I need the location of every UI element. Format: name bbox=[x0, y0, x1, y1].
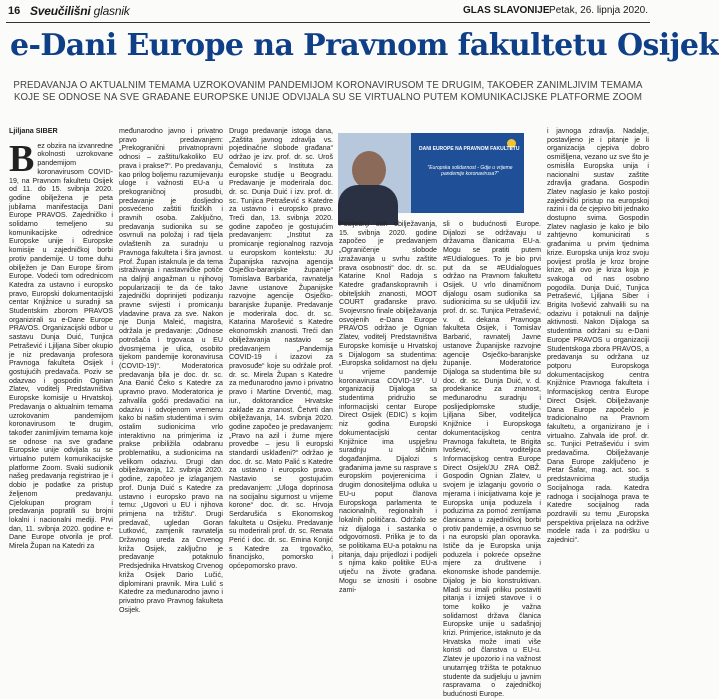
column-5-text: sli o budućnosti Europe. Dijalozi se održavaju u državama članicama EU-a. Mogu se pratiti putem #EUdialogues. To je bio prvi put da se #EUdialogues održao na Pravnom fakultetu Osijek. U vrlo dinamičnom dijalogu osam sudionika sa sudionicima su se uključili izv. prof. dr. sc. Tunjica Petrašević, v. d. dekana Pravnoga fakulteta Osijek, i Tomislav Barbarić, ravnatelj Javne ustanove Županijske razvojne agencije Osječko-baranjske županije. Moderatorice Dijaloga sa studentima bile su doc. dr. sc. Dunja Duić, v. d. prodekanice za znanost, međunarodnu suradnju i poslijediplomske studije, Ljiljana Siber, voditeljica Knjižnice i Europskoga dokumentacijskog centra Pravnoga fakulteta, te Brigita Ivošević, voditeljica Informacijskog centra Europe Direct Osijek/JU ZRA OBŽ. Gospodin Ognian Zlatev, u svojem je izlaganju govorio o mjerama i inicijativama koje je Europska unija poduzela i poduzima za pomoć zemljama članicama u zajedničkoj borbi protiv pandemije, a osvrnuo se i na europski plan oporavka. Ističe da je Europska unija poduzela i pokreće opsežne mjere za društvene i ekonomske ishode pandemije. Dijalog je bio konstruktivan. Mladi su imali priliku postaviti pitanja i iznijeti stavove i o tome koliko je važna solidarnost država članica Europske unije u sadašnjoj krizi. Primjerice, istaknuto je da Hrvatska može imati više koristi od članstva u EU-u. Zlatev je upozorio i na važnost unutarnjeg tržišta te potaknuo studente da sudjeluju u javnim raspravama o zajedničkoj budućnosti Europe. bbox=[443, 220, 541, 698]
column-1-text bbox=[9, 137, 113, 551]
lead-paragraph: PREDAVANJA O AKTUALNIM TEMAMA UZROKOVANIM PANDEMIJOM KORONAVIRUSOM TE DRUGIM, TAKOĐER ZANIMLJIVIM TEMAMA KOJE SE ODNOSE NA SVE GRAĐANE EUROPSKE UNIJE ODVIJALA SU SE VIRTUALNO PUTEM KOMUNIKACIJSKE PLATFORME ZOOM bbox=[13, 80, 643, 103]
column-2-text: međunarodno javno i privatno pravo predavanjem: „Prekogranični privatnopravni odnosi – zaštitu/kakoliko EU prava i prakse?“. Po predavanju, kao prilog boljemu razumijevanju uloge i važnosti EU-a u prekograničnoj prosudbi, predavanje je dosljedno posvećeno zaštiti fizičkih i pravnih osoba. Zaključno, predavanja sudionika su se osvrnuli na položaj i rad tijela ovlaštenih za suradnju u Pravnoga fakulteta i šira javnost. Prof. Župan istaknula je da tema istraživanja i nastavničke potiče na daljnji angažman u njihovoj popularizaciji te da će tako zajednički doprinijeti podizanju pravne svijesti i promicanju vladavine prava za sve. Nakon nje Dunja Maleić, magistra, održala je predavanje: „Odnose potrošača i trgovaca u EU dvosmjerna je ulica, osobito tijekom pandemije koronavirusa (COVID-19)“. Moderatorica predavanja bila je doc. dr. sc. Ana Đanić Čeko s Katedre za upravno pravo. Moderatorica je zahvalila gošći predavačici na odazivu i odvojenom vremenu kako bi našim studentima i svim ostalim sudionicima vrlo interaktivno na primjerima iz prakse pribiližila odabranu problematiku, a sudionicima na velikom odazivu. Drugi dan obilježavanja, 12. svibnja 2020. godine, započeo je izlaganjem prof. Dunja Duić s Katedre za ustavno i europsko pravo na temu: „Ugovori u EU i njihova primjena na tržištu“. Drugi predavač, ugledan Goran Lutković, zamjenik ravnatelja Državnog ureda za Crvenog križa Osijek, zaključno je predavanje potaknulo Predsjednika Hrvatskog Crvenog križa Osijek Dario Lučić, diplomirani pravnik. Mira Lulić s Katedre za međunarodno javno i privatno pravo Pravnog fakulteta Osijek. bbox=[119, 127, 223, 614]
publication-name-bold: Sveučilišni bbox=[30, 4, 91, 18]
presentation-slide bbox=[411, 133, 524, 213]
newspaper-name: GLAS SLAVONIJE bbox=[463, 5, 550, 16]
slide-title: DANI EUROPE NA PRAVNOM FAKULTETU bbox=[419, 146, 520, 152]
issue-date: Petak, 26. lipnja 2020. bbox=[549, 5, 648, 16]
article-column-5 bbox=[443, 220, 541, 698]
article-column-1 bbox=[9, 126, 113, 551]
article-column-6 bbox=[547, 127, 649, 545]
author-byline: Ljiljana SIBER bbox=[9, 126, 58, 135]
article-column-3 bbox=[229, 127, 333, 571]
speaker-head-shape bbox=[352, 151, 386, 189]
publication-name bbox=[30, 4, 130, 18]
column-3-text: Drugo predavanje istoga dana, „Zaštita javnog zdravlja vs. pojedinačne slobode građana“ održao je izv. prof. dr. sc. Uroš Čemalović s Instituta za europske studije u Beogradu. Predavanje je moderirala doc. dr. sc. Dunja Duić i izv. prof. dr. sc. Tunjica Petrašević s Katedre za ustavno i europsko pravo. Treći dan, 13. svibnja 2020. godine započeo je gostujućim predavanjem: „Institut za promicanje regionalnog razvoja u europskom kontekstu: JU Županijska razvojna agencija Osječko-baranjske županije“ Tomislava Barbarića, ravnatelja Javne ustanove Županijske razvojne agencije Osječko-baranjske županije. Predavanje je moderirala doc. dr. sc. Katarina Marošević s Katedre ekonomskih znanosti. Treći dan obilježavanja nastavio se predavanjem „Pandemija COVID-19 i izazovi za pravosuđe“ koje su održale prof. dr. sc. Mirela Župan s Katedre za međunarodno javno i privatno pravo i Martine Drventić, mag. iur., doktorandice Hrvatske zaklade za znanost. Četvrti dan obilježavanja, 14. svibnja 2020. godine započeo je predavanjem: „Pravo na azil i žurne mjere provedbe – jesu li europski standardi usklađeni?“ održao je doc. dr. sc. Mato Palić s Katedre za ustavno i europsko pravo. Nastavio se gostujućim predavanjem: „Uloga doprinosa na socijalnu sigurnost u vrijeme korone“ doc. dr. sc. Hrvoja Serdarušića s Ekonomskog fakulteta u Osijeku. Predavanje su moderirali prof. dr. sc. Renata Perić i doc. dr. sc. Emina Konjić s Katedre za trgovačko, financijsko, pomorsko i općepomorsko pravo. bbox=[229, 127, 333, 571]
headline: e-Dani Europe na Pravnom fakultetu Osijek bbox=[10, 28, 719, 63]
article-column-2 bbox=[119, 127, 223, 614]
publication-name-rest: glasnik bbox=[90, 4, 130, 18]
page-number: 16 bbox=[8, 5, 21, 17]
column-6-text: i javnoga zdravlja. Nadalje, postavljeno je i pitanje je li organizacija cjepiva dobro osmišljena, vezano uz sve što je osmislila Europska unija i nacionalni sustav zaštite zdravlja građana. Gospodin Zlatev naglasio je kako postoji zajednički pristup na europskoj razini i da će cjepivo biti jednako dostupno svima. Gospodin Zlatev naglasio je kako je bilo zahtjevno komunicirati s građanima u prvim tjednima krize. Europska unija kroz svoju povijest prošla je kroz brojne krize, ali ovo je kriza koja je svakoga od nas osobno pogodila. Dunja Duić, Tunjica Petrašević, Ljiljana Siber i Brigita Ivošević zahvalili su na odazivu i potaknuli na daljnje aktivnosti. Nakon Dijaloga sa studentima održani su e-Dani Europe PRAVOS u organizaciji Studentskoga zbora PRAVOS, a predavanja su održana uz potporu Europskoga dokumentacijskog centra Knjižnice Pravnoga fakulteta i Informacijskog centra Europe Direct Osijek. Obilježavanje Dana Europe započelo je tradicionalno na Pravnom fakultetu, a organizirano je i virtualno. Zahvala ide prof. dr. sc. Tunjici Petraševiću i svim predavačima. Obilježavanje Dana Europe zaključeno je Petar Šafar, mag. act. soc. s predstavnicima studija Socijalnoga rada. Katedra radnoga i socijalnoga prava te Katedre socijalnog rada pozdravili su temu „Europska perspektiva prijelaza na održive modele rada i za podršku u zajednici“. bbox=[547, 127, 649, 545]
drop-cap: B bbox=[9, 137, 35, 180]
article-column-4 bbox=[339, 220, 437, 594]
page-header bbox=[0, 0, 656, 24]
speaker-body-shape bbox=[338, 185, 398, 225]
column-4-text: Posljednji dan obilježavanja, 15. svibnja 2020. godine započeo je predavanjem „Ograničenje slobode izražavanja u svrhu zaštite prava osobnosti“ doc. dr. sc. Katarine Knol Radoja s Katedre građanskopravnih i obiteljskih znanosti, MOOT COURT građanske pravo. Svojevrsno finale obilježavanja osvojenih e-Dana Europe PRAVOS održao je Ognian Zlatev, voditelj Predstavništva Europske komisije u Hrvatskoj s Dijalogom sa studentima: „Europska solidarnost na djelu u vrijeme pandemije koronavirusa COVID-19“. U organizaciji Dijaloga sa studentima pridružio se informacijski centar Europe Direct Osijek (EDIC) s kojim niz godina Europski dokumentacijski centar Knjižnice ima uspješnu suradnju u sličnim događanjima. Dijalozi s građanima javne su rasprave s europskim povjerenicima i drugim donositeljima odluka u EU-u poput članova Europskoga parlamenta te nacionalnih, regionalnih i lokalnih političara. Održalo se niz dijaloga i sastanka o odgovornosti. Prilika je to da se politikama EU-a potaknu na pitanja, daju prijedlozi i podijeli s njima kako politike EU-a utječu na živote građana. Mogu se iznositi i osobne zami- bbox=[339, 220, 437, 594]
header-rule bbox=[6, 22, 650, 23]
column-1-body: ez obzira na izvanredne okolnosti uzrokovane pandemijom koronavirusom COVID-19, na Pravnom fakultetu Osijek od 11. do 15. svibnja 2020. godine obilježena je peta jubilarna manifestacija Dani Europe PRAVOS. Zajedničko i solidarno temeljeno su komunikacijske odrednice Europske unije i Europske komisije u zajedničkoj borbi protiv pandemije. U tome duhu obilježen je Dan Europe širom Europe. Vodeći tom odrednicom Katedra za ustavno i europsko pravo, Europski dokumentacijski centar Knjižnice u suradnji sa Studentskim zborom PRAVOS organizirali su e-Dane Europe PRAVOS. Organizacijski odbor u sastavu Dunja Duić, Tunjica Petrašević i Ljiljana Siber okupio je niz predavanja profesora Pravnoga fakulteta Osijek i gostujućih predavača. Poziv se odazvao i gospodin Ognian Zlatev, voditelj Predstavništva Europske komisije u Hrvatskoj. Predavanja o aktualnim temama uzrokovanim pandemijom koronavirusom te drugim, također zanimljivim temama koje se odnose na sve građane Europske unije odvijala su se virtualno putem komunikacijske platforme Zoom. Svaki sudionik našeg predavanja registrirao je i dobio je podatke za pristup željenom predavanju. Cjelokupan program i predavanja popratili su brojni lokalni i nacionalni mediji. Prvi dan, 11. svibnja 2020. godine e-Dane Europe otvorila je prof. Mirela Župan na Katedri za bbox=[9, 141, 113, 551]
slide-quote: "Europska solidarnost - Gdje u vrijeme pandemije koronavirusa?" bbox=[427, 165, 513, 177]
